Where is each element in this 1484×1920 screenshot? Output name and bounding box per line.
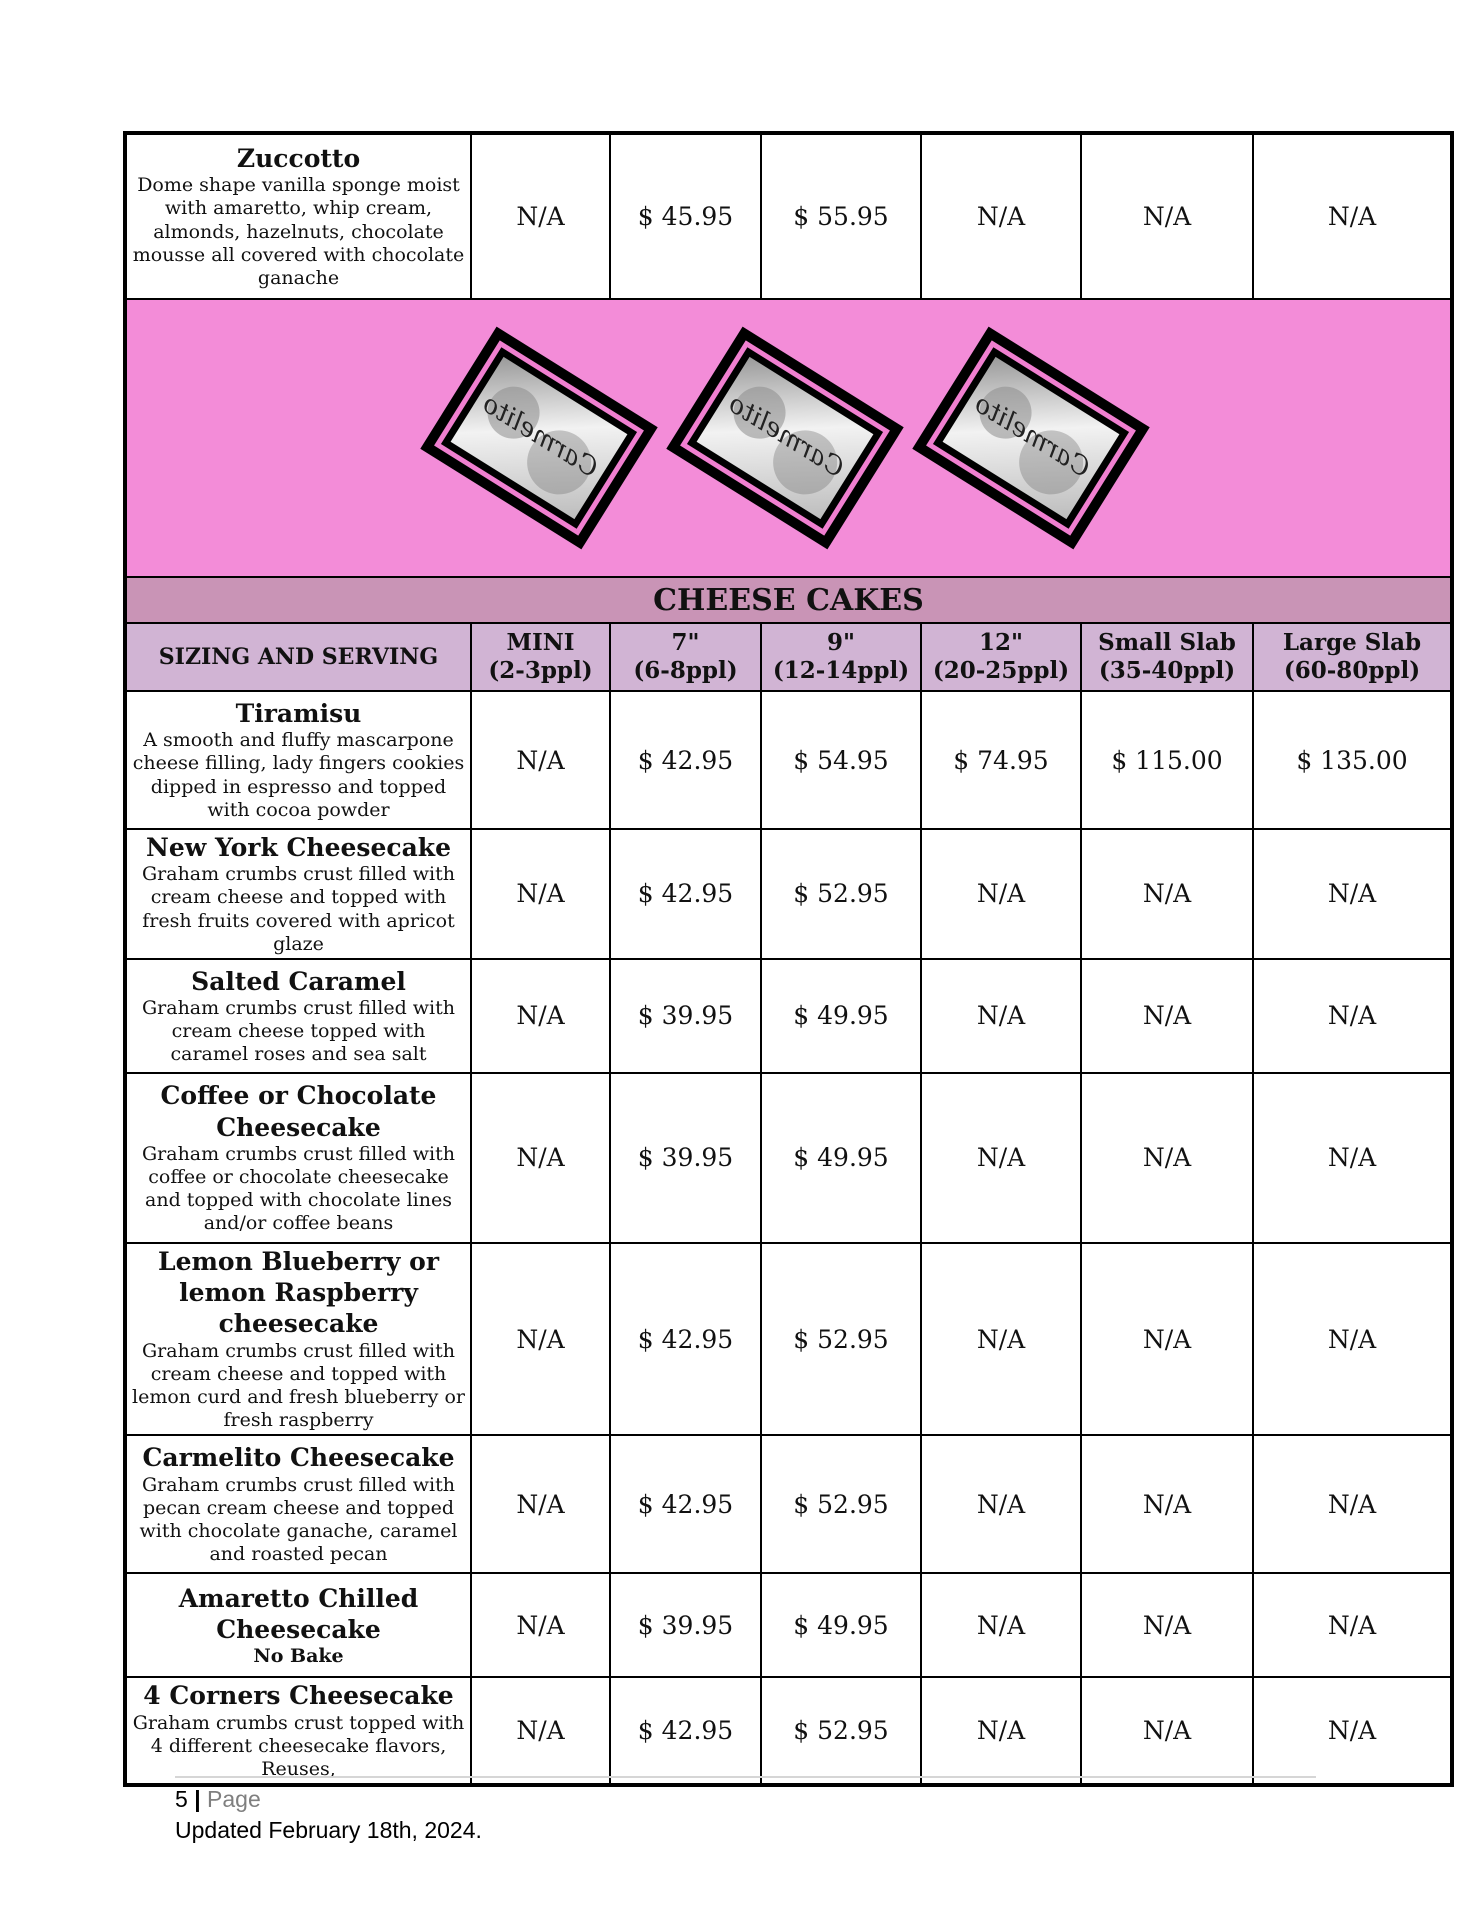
price-9in: $ 52.95 — [761, 1677, 921, 1785]
item-description: Graham crumbs crust topped with 4 different cheesecake flavors, Reuses, — [132, 1711, 465, 1780]
item-name: 4 Corners Cheesecake — [143, 1681, 454, 1711]
price-small-slab: N/A — [1081, 1073, 1253, 1243]
item-description: Dome shape vanilla sponge moist with amaretto, whip cream, almonds, hazelnuts, chocolate mousse all covered with chocolate ganache — [132, 174, 465, 289]
item-name: Salted Caramel — [191, 966, 406, 996]
price-9in: $ 52.95 — [761, 1243, 921, 1435]
price-large-slab: N/A — [1253, 1573, 1452, 1677]
page-label: Page — [207, 1786, 261, 1812]
header-9in — [761, 623, 921, 691]
footer-divider — [175, 1776, 1316, 1778]
price-9in: $ 52.95 — [761, 1435, 921, 1573]
price-7in: $ 42.95 — [610, 691, 761, 829]
item-description: Graham crumbs crust filled with cream cheese and topped with fresh fruits covered with apricot glaze — [141, 863, 455, 955]
price-9in: $ 49.95 — [761, 1073, 921, 1243]
header-serving: (35-40ppl) — [1098, 657, 1236, 684]
table-row — [125, 829, 1452, 959]
logo-card-3 — [912, 327, 1149, 550]
price-7in: $ 39.95 — [610, 1073, 761, 1243]
header-size: 7" — [671, 629, 700, 657]
header-size: Large Slab — [1282, 629, 1422, 657]
table-row — [125, 691, 1452, 829]
header-size: Small Slab — [1098, 629, 1236, 657]
item-name: New York Cheesecake — [145, 833, 452, 862]
price-small-slab: N/A — [1081, 133, 1253, 299]
price-9in: $ 52.95 — [761, 829, 921, 959]
table-row — [125, 1573, 1452, 1677]
price-large-slab: $ 135.00 — [1253, 691, 1452, 829]
header-12in — [921, 623, 1081, 691]
price-small-slab: N/A — [1081, 829, 1253, 959]
item-name: Tiramisu — [235, 699, 362, 729]
header-small-slab — [1081, 623, 1253, 691]
price-large-slab: N/A — [1253, 1435, 1452, 1573]
header-serving: (20-25ppl) — [932, 657, 1070, 684]
table-row — [125, 1435, 1452, 1573]
item-description: Graham crumbs crust filled with coffee or chocolate cheesecake and topped with chocolate lines and/or coffee beans — [141, 1142, 455, 1235]
price-large-slab: N/A — [1253, 829, 1452, 959]
header-7in — [610, 623, 761, 691]
logo-text: Carmelito — [968, 388, 1096, 484]
price-9in: $ 49.95 — [761, 959, 921, 1073]
header-mini — [471, 623, 610, 691]
item-name: Amaretto Chilled Cheesecake — [178, 1583, 419, 1644]
item-description: Graham crumbs crust filled with pecan cream cheese and topped with chocolate ganache, caramel and roasted pecan — [139, 1473, 458, 1566]
item-cell — [125, 959, 471, 1073]
logo-strip — [127, 300, 1454, 576]
price-mini: N/A — [471, 691, 610, 829]
price-large-slab: N/A — [1253, 1677, 1452, 1785]
price-12in: N/A — [921, 1243, 1081, 1435]
section-title-row — [125, 577, 1452, 623]
logo-card-1 — [420, 327, 657, 550]
price-12in: N/A — [921, 1677, 1081, 1785]
price-9in: $ 54.95 — [761, 691, 921, 829]
item-cell — [125, 1073, 471, 1243]
price-9in: $ 55.95 — [761, 133, 921, 299]
price-12in: N/A — [921, 1073, 1081, 1243]
header-label: SIZING AND SERVING — [125, 623, 471, 691]
header-serving: (6-8ppl) — [633, 657, 738, 684]
price-7in: $ 45.95 — [610, 133, 761, 299]
price-mini: N/A — [471, 1677, 610, 1785]
price-mini: N/A — [471, 959, 610, 1073]
price-9in: $ 49.95 — [761, 1573, 921, 1677]
header-size: MINI — [506, 629, 575, 657]
price-mini: N/A — [471, 1243, 610, 1435]
price-12in: $ 74.95 — [921, 691, 1081, 829]
page-separator: | — [194, 1786, 201, 1812]
price-12in: N/A — [921, 1573, 1081, 1677]
logo-text: Carmelito — [476, 388, 604, 484]
price-large-slab: N/A — [1253, 1073, 1452, 1243]
item-cell — [125, 1243, 471, 1435]
item-name: Carmelito Cheesecake — [142, 1443, 455, 1473]
table-row-zuccotto — [125, 133, 1452, 299]
price-small-slab: N/A — [1081, 1243, 1253, 1435]
price-7in: $ 42.95 — [610, 829, 761, 959]
header-serving: (2-3ppl) — [488, 657, 593, 684]
price-mini: N/A — [471, 1435, 610, 1573]
price-mini: N/A — [471, 133, 610, 299]
updated-date: Updated February 18th, 2024. — [175, 1817, 482, 1843]
menu-table — [123, 131, 1454, 1787]
price-large-slab: N/A — [1253, 959, 1452, 1073]
price-small-slab: $ 115.00 — [1081, 691, 1253, 829]
item-name: Zuccotto — [236, 143, 361, 173]
price-7in: $ 39.95 — [610, 1573, 761, 1677]
item-description: A smooth and fluffy mascarpone cheese filling, lady fingers cookies dipped in espresso and topped with cocoa powder — [132, 729, 465, 821]
header-size: 12" — [979, 629, 1023, 657]
price-12in: N/A — [921, 1435, 1081, 1573]
price-mini: N/A — [471, 1573, 610, 1677]
price-mini: N/A — [471, 829, 610, 959]
price-12in: N/A — [921, 829, 1081, 959]
price-mini: N/A — [471, 1073, 610, 1243]
page-footer — [175, 1776, 1316, 1844]
header-serving: (12-14ppl) — [772, 657, 910, 684]
table-row — [125, 959, 1452, 1073]
item-cell — [125, 691, 471, 829]
item-cell — [125, 1573, 471, 1677]
price-7in: $ 39.95 — [610, 959, 761, 1073]
item-cell — [125, 133, 471, 299]
item-description: Graham crumbs crust filled with cream cheese topped with caramel roses and sea salt — [141, 996, 455, 1066]
header-serving: (60-80ppl) — [1283, 657, 1421, 684]
table-row — [125, 1677, 1452, 1785]
table-row — [125, 1243, 1452, 1435]
item-cell — [125, 1435, 471, 1573]
price-small-slab: N/A — [1081, 1677, 1253, 1785]
header-large-slab — [1253, 623, 1452, 691]
logo-banner — [125, 299, 1452, 577]
price-large-slab: N/A — [1253, 133, 1452, 299]
section-title: CHEESE CAKES — [125, 577, 1452, 623]
price-7in: $ 42.95 — [610, 1677, 761, 1785]
price-7in: $ 42.95 — [610, 1243, 761, 1435]
page-indicator — [175, 1786, 1316, 1813]
price-12in: N/A — [921, 133, 1081, 299]
item-name: Coffee or Chocolate Cheesecake — [160, 1081, 437, 1142]
price-large-slab: N/A — [1253, 1243, 1452, 1435]
banner-row — [125, 299, 1452, 577]
item-cell — [125, 1677, 471, 1785]
item-name: Lemon Blueberry or lemon Raspberry cheesecake — [157, 1246, 439, 1339]
logo-card-2 — [666, 327, 903, 550]
item-note: No Bake — [253, 1645, 344, 1668]
item-description: Graham crumbs crust filled with cream cheese and topped with lemon curd and fresh blueberry or fresh raspberry — [132, 1339, 465, 1432]
price-small-slab: N/A — [1081, 959, 1253, 1073]
item-cell — [125, 829, 471, 959]
header-size: 9" — [827, 629, 855, 657]
price-small-slab: N/A — [1081, 1573, 1253, 1677]
header-row — [125, 623, 1452, 691]
price-12in: N/A — [921, 959, 1081, 1073]
price-small-slab: N/A — [1081, 1435, 1253, 1573]
price-7in: $ 42.95 — [610, 1435, 761, 1573]
page-number: 5 — [175, 1786, 188, 1812]
table-row — [125, 1073, 1452, 1243]
logo-text: Carmelito — [722, 388, 850, 484]
